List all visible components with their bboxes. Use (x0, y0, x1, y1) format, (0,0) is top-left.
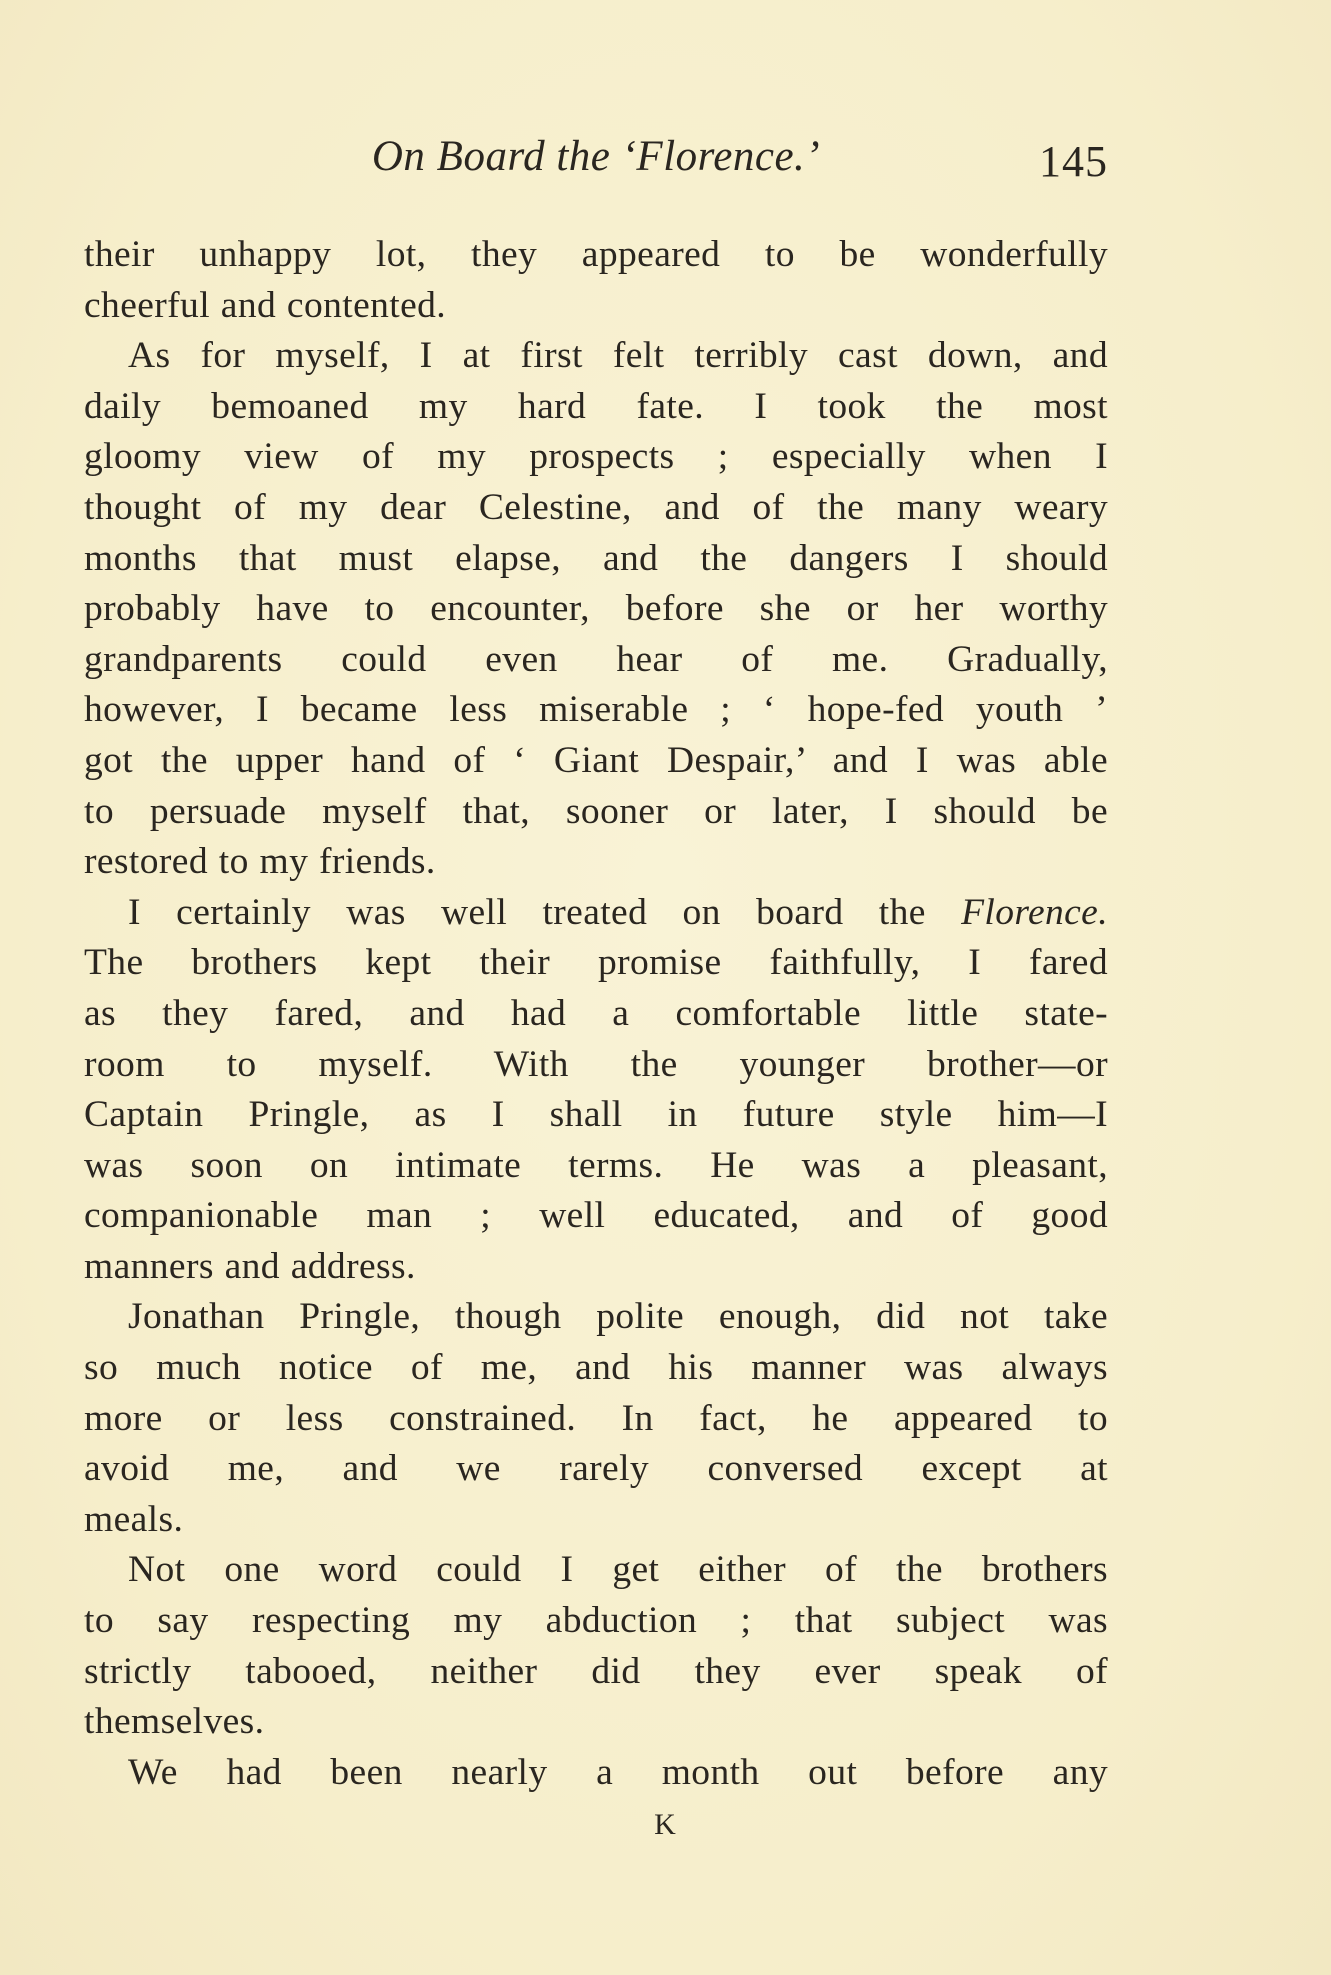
text-line: probably have to encounter, before she or her worthy (84, 588, 1108, 630)
text-line: to persuade myself that, sooner or later, I should be (84, 790, 1108, 832)
text-line: I certainly was well treated on board the Florence. (128, 891, 1108, 933)
text-line: companionable man ; well educated, and of good (84, 1195, 1108, 1237)
text-line: so much notice of me, and his manner was always (84, 1347, 1108, 1389)
text-line: to say respecting my abduction ; that subject was (84, 1600, 1108, 1642)
text-line: as they fared, and had a comfortable little state- (84, 992, 1108, 1034)
text-line: months that must elapse, and the dangers I should (84, 537, 1108, 579)
text-line: daily bemoaned my hard fate. I took the most (84, 385, 1108, 427)
running-title: On Board the ‘Florence.’ (371, 133, 821, 180)
signature-mark: K (654, 1808, 677, 1841)
text-line: was soon on intimate terms. He was a pleasant, (84, 1144, 1108, 1186)
page-number: 145 (1039, 137, 1108, 186)
text-line: avoid me, and we rarely conversed except at (84, 1448, 1108, 1490)
text-line: thought of my dear Celestine, and of the many weary (84, 486, 1108, 528)
text-line: grandparents could even hear of me. Gradually, (84, 638, 1108, 680)
text-line: meals. (84, 1498, 184, 1540)
text-line: cheerful and contented. (84, 284, 447, 326)
text-line: manners and address. (84, 1245, 416, 1287)
text-line: We had been nearly a month out before any (128, 1751, 1108, 1793)
text-line: themselves. (84, 1701, 265, 1743)
running-head (84, 132, 1108, 192)
text-line: their unhappy lot, they appeared to be wonderfully (84, 234, 1108, 275)
text-line: Jonathan Pringle, though polite enough, did not take (128, 1296, 1108, 1338)
text-line: more or less constrained. In fact, he appeared to (84, 1397, 1108, 1439)
text-line: strictly tabooed, neither did they ever speak of (84, 1650, 1108, 1692)
text-line: gloomy view of my prospects ; especially when I (84, 436, 1108, 478)
text-line: As for myself, I at first felt terribly cast down, and (128, 335, 1108, 377)
text-line: restored to my friends. (84, 841, 436, 883)
text-line: Not one word could I get either of the brothers (128, 1549, 1108, 1591)
text-line: The brothers kept their promise faithfully, I fared (84, 942, 1108, 984)
ship-name-italic: Florence. (961, 891, 1108, 933)
text-line: Captain Pringle, as I shall in future style him—I (84, 1094, 1108, 1136)
text-line: got the upper hand of ‘ Giant Despair,’ and I was able (84, 739, 1108, 781)
text-line: however, I became less miserable ; ‘ hope-fed youth ’ (84, 689, 1108, 731)
body-text (84, 230, 1108, 1798)
text-line: room to myself. With the younger brother—or (84, 1043, 1108, 1085)
